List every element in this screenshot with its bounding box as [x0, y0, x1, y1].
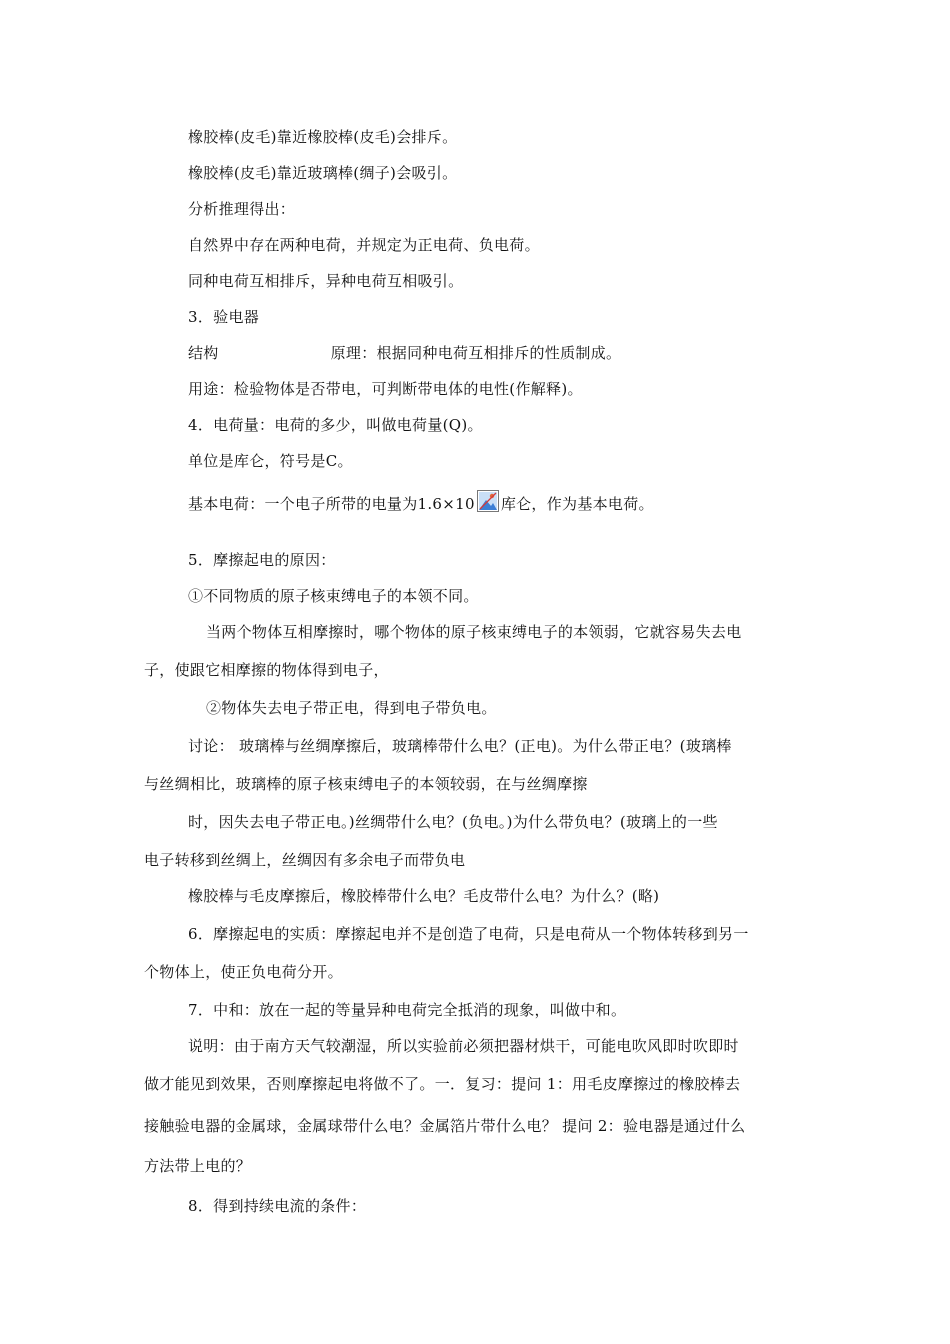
paragraph: 接触验电器的金属球，金属球带什么电？金属箔片带什么电？ 提问 2：验电器是通过什么 — [144, 1117, 746, 1135]
section-heading: 3．验电器 — [188, 308, 260, 326]
charge-text-after: 库仑，作为基本电荷。 — [500, 495, 654, 513]
section-heading: 4．电荷量：电荷的多少，叫做电荷量(Q)。 — [188, 416, 483, 434]
charge-text-before: 基本电荷：一个电子所带的电量为1.6×10 — [188, 495, 475, 513]
paragraph: 讨论： 玻璃棒与丝绸摩擦后，玻璃棒带什么电？(正电)。为什么带正电？(玻璃棒 — [188, 737, 732, 755]
paragraph: 时，因失去电子带正电。)丝绸带什么电？(负电。)为什么带负电？(玻璃上的一些 — [188, 813, 718, 831]
broken-image-icon — [477, 490, 499, 512]
paragraph: 橡胶棒与毛皮摩擦后，橡胶棒带什么电？毛皮带什么电？为什么？(略) — [188, 887, 660, 905]
section-heading: 6．摩擦起电的实质：摩擦起电并不是创造了电荷，只是电荷从一个物体转移到另一 — [188, 925, 749, 943]
paragraph: 同种电荷互相排斥，异种电荷互相吸引。 — [188, 272, 464, 290]
section-heading: 7．中和：放在一起的等量异种电荷完全抵消的现象，叫做中和。 — [188, 1001, 627, 1019]
paragraph: 个物体上，使正负电荷分开。 — [144, 963, 343, 981]
section-heading: 8．得到持续电流的条件： — [188, 1197, 367, 1215]
paragraph: 自然界中存在两种电荷，并规定为正电荷、负电荷。 — [188, 236, 540, 254]
paragraph: 分析推理得出： — [188, 200, 296, 218]
paragraph: 当两个物体互相摩擦时，哪个物体的原子核束缚电子的本领弱，它就容易失去电 — [206, 623, 742, 641]
paragraph: ②物体失去电子带正电，得到电子带负电。 — [206, 699, 497, 717]
section-heading: 5．摩擦起电的原因： — [188, 551, 336, 569]
paragraph: 子，使跟它相摩擦的物体得到电子， — [144, 661, 389, 679]
paragraph: 用途：检验物体是否带电，可判断带电体的电性(作解释)。 — [188, 380, 583, 398]
elementary-charge-line — [188, 490, 654, 514]
paragraph: 单位是库仑，符号是C。 — [188, 452, 353, 470]
paragraph: 橡胶棒(皮毛)靠近橡胶棒(皮毛)会排斥。 — [188, 128, 458, 146]
principle-text: 原理：根据同种电荷互相排斥的性质制成。 — [330, 344, 622, 362]
paragraph: 与丝绸相比，玻璃棒的原子核束缚电子的本领较弱，在与丝绸摩擦 — [144, 775, 588, 793]
paragraph: 方法带上电的？ — [144, 1157, 252, 1175]
paragraph: 电子转移到丝绸上，丝绸因有多余电子而带负电 — [144, 851, 466, 869]
structure-line — [188, 343, 621, 363]
paragraph: 橡胶棒(皮毛)靠近玻璃棒(绸子)会吸引。 — [188, 164, 458, 182]
structure-label: 结构 — [188, 344, 219, 362]
paragraph: 说明：由于南方天气较潮湿，所以实验前必须把器材烘干，可能电吹风即时吹即时 — [188, 1037, 739, 1055]
paragraph: 做才能见到效果，否则摩擦起电将做不了。一．复习：提问 1：用毛皮摩擦过的橡胶棒去 — [144, 1075, 741, 1093]
paragraph: ①不同物质的原子核束缚电子的本领不同。 — [188, 587, 479, 605]
